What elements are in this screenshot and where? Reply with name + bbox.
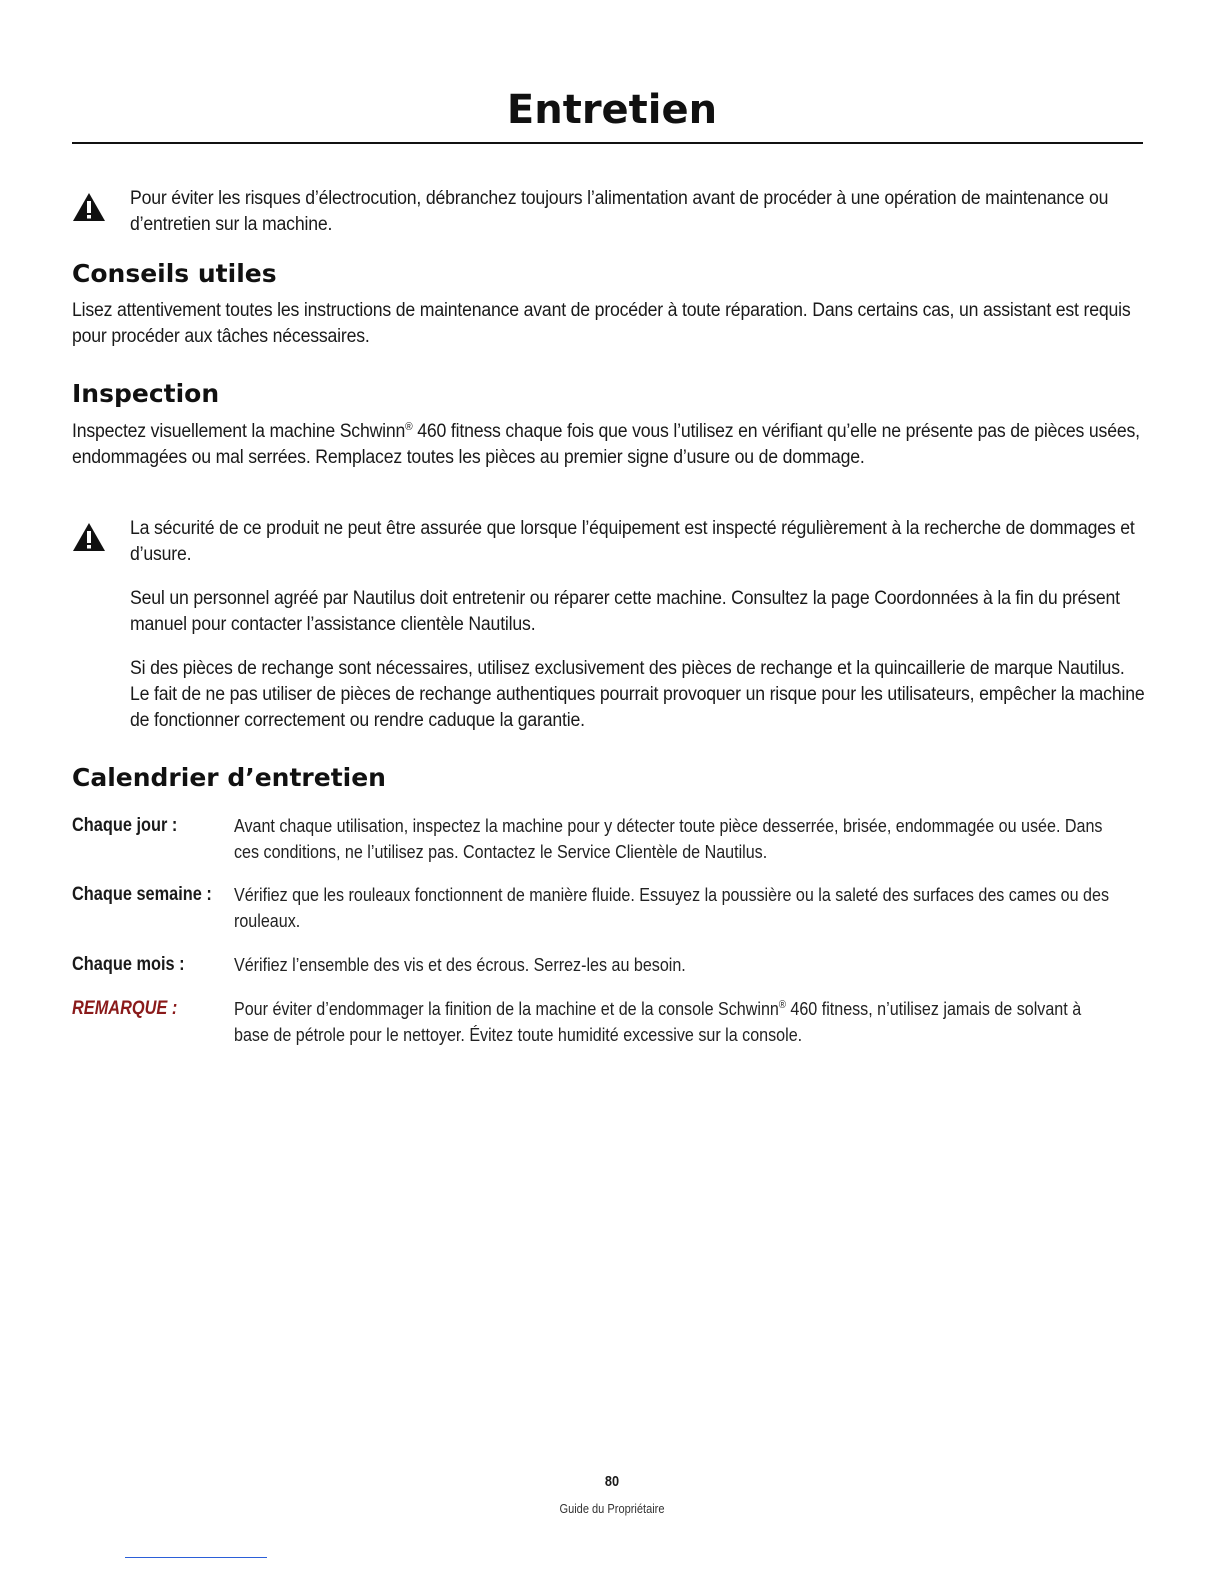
note-description bbox=[234, 996, 1113, 1048]
inspection-paragraph bbox=[72, 419, 1142, 471]
inspection-text-end: 460 fitness chaque fois que vous l’utilisez en vérifiant qu’elle ne présente pas de pièces usées, endommagées ou mal serrées. Remplacez toutes les pièces au premier signe d’usure ou de dommage. bbox=[72, 421, 1140, 468]
warning-triangle-icon bbox=[72, 522, 106, 552]
conseils-paragraph: Lisez attentivement toutes les instructions de maintenance avant de procéder à toute réparation. Dans certains cas, un assistant est requis pour procéder aux tâches nécessaires. bbox=[72, 300, 1131, 347]
page-title: Entretien bbox=[506, 87, 718, 133]
section-heading-calendrier: Calendrier d’entretien bbox=[72, 763, 386, 792]
warning-text: Pour éviter les risques d’électrocution, débranchez toujours l’alimentation avant de procéder à une opération de maintenance ou d’entretien sur la machine. bbox=[130, 188, 1109, 235]
note-text-end: 460 fitness, n’utilisez jamais de solvant à base de pétrole pour le nettoyer. Évitez toute humidité excessive sur la console. bbox=[234, 998, 1082, 1045]
registered-mark: ® bbox=[405, 421, 413, 433]
title-divider bbox=[72, 142, 1143, 144]
warning-text: La sécurité de ce produit ne peut être assurée que lorsque l’équipement est inspecté régulièrement à la recherche de dommages et d’usure. bbox=[130, 518, 1135, 565]
schedule-description: Avant chaque utilisation, inspectez la machine pour y détecter toute pièce desserrée, brisée, endommagée ou usée. Dans ces conditions, ne l’utilisez pas. Contactez le Service Clientèle de Nautilus. bbox=[234, 815, 1103, 862]
schedule-term: Chaque mois : bbox=[72, 954, 185, 975]
spare-parts-paragraph: Si des pièces de rechange sont nécessaires, utilisez exclusivement des pièces de rechange et la quincaillerie de marque Nautilus. Le fait de ne pas utiliser de pièces de rechange authentiques pourrait provoquer un risque pour les utilisateurs, empêcher la machine de fonctionner correctement ou rendre caduque la garantie. bbox=[130, 658, 1145, 731]
page-number: 80 bbox=[604, 1473, 620, 1490]
note-text-start: Pour éviter d’endommager la finition de la machine et de la console Schwinn bbox=[234, 998, 779, 1019]
registered-mark: ® bbox=[778, 999, 786, 1011]
footer-link-rule bbox=[125, 1557, 267, 1558]
warning-triangle-icon bbox=[72, 192, 106, 222]
note-term: REMARQUE : bbox=[72, 998, 178, 1019]
section-heading-inspection: Inspection bbox=[72, 379, 220, 408]
inspection-text-start: Inspectez visuellement la machine Schwinn bbox=[72, 421, 406, 442]
schedule-description: Vérifiez l’ensemble des vis et des écrous. Serrez-les au besoin. bbox=[234, 954, 686, 975]
schedule-description: Vérifiez que les rouleaux fonctionnent de manière fluide. Essuyez la poussière ou la saleté des surfaces des cames ou des rouleaux. bbox=[234, 884, 1110, 931]
section-heading-conseils: Conseils utiles bbox=[72, 259, 277, 288]
schedule-term: Chaque semaine : bbox=[72, 884, 212, 905]
personnel-paragraph: Seul un personnel agréé par Nautilus doit entretenir ou réparer cette machine. Consultez la page Coordonnées à la fin du présent manuel pour contacter l’assistance clientèle Nautilus. bbox=[130, 588, 1120, 635]
footer-guide-label: Guide du Propriétaire bbox=[559, 1501, 665, 1516]
schedule-term: Chaque jour : bbox=[72, 815, 178, 836]
